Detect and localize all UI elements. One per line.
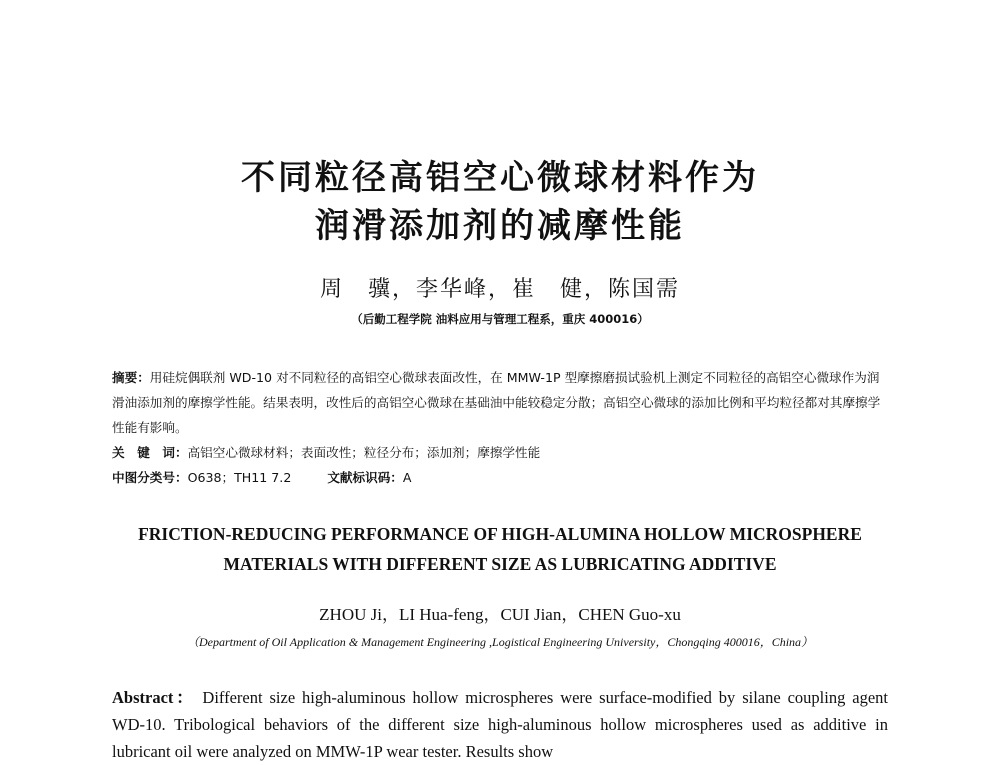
chinese-keywords-label: 关 键 词：: [112, 445, 188, 460]
chinese-affiliation: （后勤工程学院 油料应用与管理工程系，重庆 400016）: [351, 312, 649, 326]
classification-label: 中图分类号：: [112, 470, 188, 485]
chinese-title-line-1: 不同粒径高铝空心微球材料作为: [241, 158, 759, 198]
english-abstract-text: Different size high-aluminous hollow microspheres were surface-modified by silane coupling agent WD-10. Tribological behaviors of the different size high-aluminous hollow microspheres used as additive in lubricant oil were analyzed on MMW-1P wear tester. Results show: [112, 688, 888, 761]
english-title-line-1: FRICTION-REDUCING PERFORMANCE OF HIGH-ALUMINA HOLLOW MICROSPHERE: [138, 524, 862, 544]
english-abstract: [112, 684, 888, 765]
english-authors: ZHOU Ji，LI Hua-feng，CUI Jian，CHEN Guo-xu: [319, 605, 681, 624]
english-title-line-2: MATERIALS WITH DIFFERENT SIZE AS LUBRICATING ADDITIVE: [223, 554, 777, 574]
chinese-authors: 周 骥，李华峰，崔 健，陈国需: [319, 277, 680, 302]
chinese-abstract-label: 摘要：: [112, 370, 150, 385]
chinese-keywords: [112, 440, 888, 465]
chinese-abstract: [112, 365, 888, 440]
document-code: A: [402, 470, 412, 485]
chinese-title-line-2: 润滑添加剂的减摩性能: [315, 206, 685, 246]
chinese-keywords-text: 高铝空心微球材料；表面改性；粒径分布；添加剂；摩擦学性能: [187, 445, 541, 460]
document-code-label: 文献标识码：: [327, 470, 403, 485]
chinese-classification: [112, 465, 888, 490]
english-abstract-label: Abstract：: [112, 688, 196, 707]
classification-number: O638；TH11 7.2: [187, 470, 292, 485]
chinese-abstract-text: 用硅烷偶联剂 WD-10 对不同粒径的高铝空心微球表面改性，在 MMW-1P 型摩擦磨损试验机上测定不同粒径的高铝空心微球作为润滑油添加剂的摩擦学性能。结果表明，改性后的高铝空心微球在基础油中能较稳定分散；高铝空心微球的添加比例和平均粒径都对其摩擦学性能有影响。: [112, 370, 881, 435]
english-affiliation: （Department of Oil Application & Management Engineering ,Logistical Engineering University，Chongqing 400016，China）: [186, 635, 814, 649]
